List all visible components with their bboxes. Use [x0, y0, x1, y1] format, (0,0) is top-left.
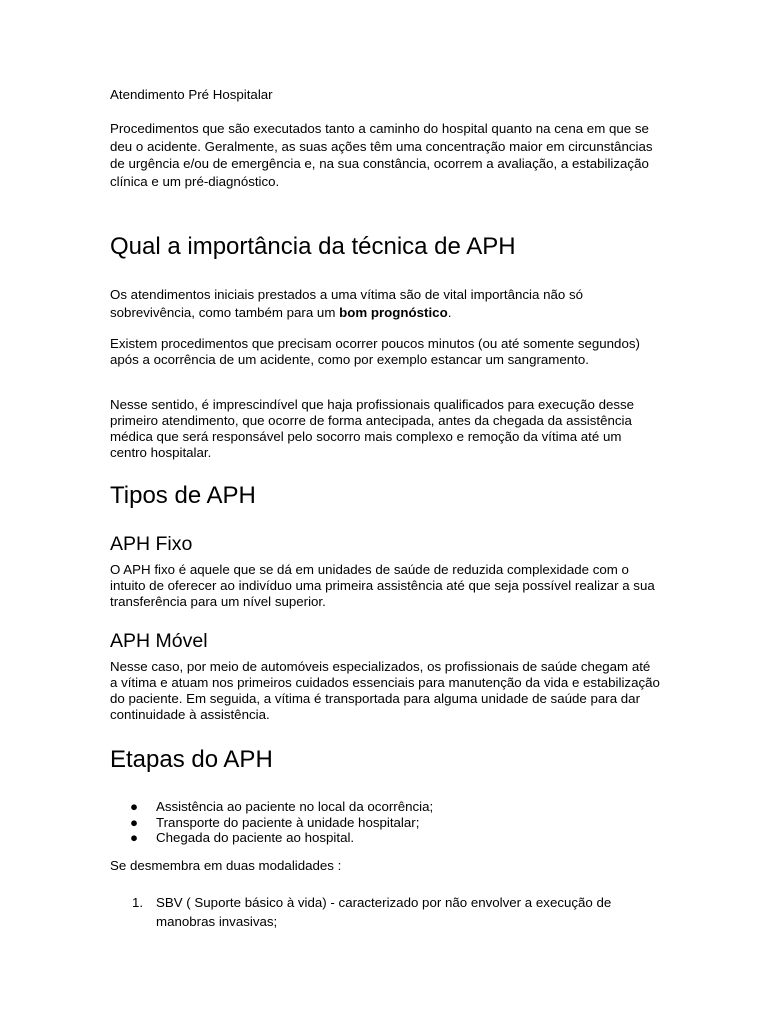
- bullet-icon: ●: [130, 799, 139, 814]
- intro-paragraph: Procedimentos que são executados tanto a caminho do hospital quanto na cena em que se deu o acidente. Geralmente, as suas ações têm uma concentração maior em circunstâncias de urgência e/ou de emergência e, na sua constância, ocorrem a avaliação, a estabilização clínica e um pré-diagnóstico.: [110, 121, 653, 189]
- modalidades-list: [132, 893, 652, 931]
- list-item-text: Assistência ao paciente no local da ocorrência;: [156, 799, 434, 814]
- paragraph-text: Os atendimentos iniciais prestados a uma vítima são de vital importância não só sobrevivência, como também para um: [110, 287, 584, 320]
- bullet-icon: ●: [130, 830, 139, 845]
- section-heading-tipos: Tipos de APH: [110, 482, 256, 509]
- subheading-aph-movel: APH Móvel: [110, 630, 208, 652]
- list-item: [130, 830, 433, 846]
- paragraph-aph-fixo: O APH fixo é aquele que se dá em unidades de saúde de reduzida complexidade com o intuito de oferecer ao indivíduo uma primeira assistência até que seja possível realizar a sua transferência para um nível superior.: [110, 562, 655, 609]
- paragraph-modalidades: Se desmembra em duas modalidades :: [110, 858, 342, 873]
- paragraph-text-end: .: [447, 304, 452, 320]
- list-item-text: Transporte do paciente à unidade hospitalar;: [156, 814, 420, 830]
- document-title: Atendimento Pré Hospitalar: [110, 87, 273, 102]
- section-heading-etapas: Etapas do APH: [110, 746, 273, 773]
- paragraph-importancia-1: [110, 286, 660, 321]
- paragraph-aph-movel: Nesse caso, por meio de automóveis especializados, os profissionais de saúde chegam até a vítima e atuam nos primeiros cuidados essenciais para manutenção da vida e estabilização do paciente. Em seguida, a vítima é transportada para alguma unidade de saúde para dar continuidade à assistência.: [110, 659, 660, 722]
- bullet-icon: ●: [130, 814, 139, 830]
- list-item-text: Chegada do paciente ao hospital.: [156, 830, 355, 845]
- numbered-item-text: SBV ( Suporte básico à vida) - caracterizado por não envolver a execução de manobras invasivas;: [156, 895, 612, 929]
- bold-text: bom prognóstico: [339, 304, 448, 320]
- numbered-item: [132, 893, 652, 931]
- list-item: [130, 815, 433, 831]
- paragraph-importancia-3: Nesse sentido, é imprescindível que haja profissionais qualificados para execução desse primeiro atendimento, que ocorre de forma antecipada, antes da chegada da assistência médica que será responsável pelo socorro mais complexo e remoção da vítima até um centro hospitalar.: [110, 397, 635, 460]
- section-heading-importancia: Qual a importância da técnica de APH: [110, 233, 516, 260]
- etapas-list: [130, 799, 433, 846]
- subheading-aph-fixo: APH Fixo: [110, 533, 193, 555]
- list-item: [130, 799, 433, 815]
- item-number: 1.: [132, 895, 144, 910]
- paragraph-importancia-2: Existem procedimentos que precisam ocorrer poucos minutos (ou até somente segundos) após a ocorrência de um acidente, como por exemplo estancar um sangramento.: [110, 336, 640, 367]
